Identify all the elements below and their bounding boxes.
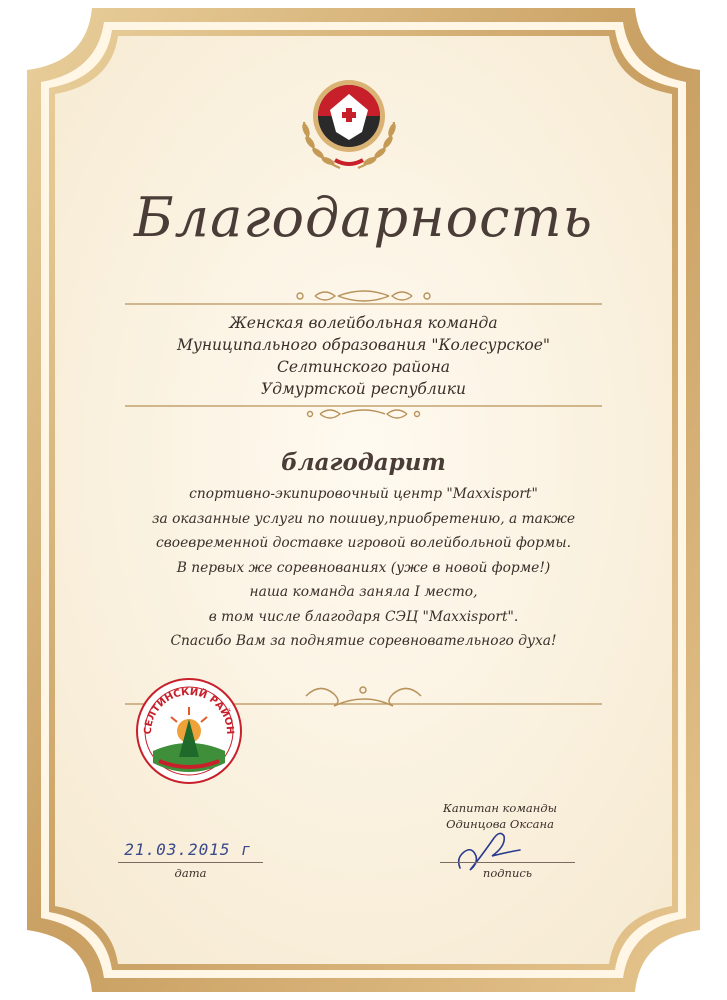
body-line: в том числе благодаря СЭЦ "Maxxisport". <box>208 608 519 625</box>
body-line: наша команда заняла I место, <box>249 584 478 600</box>
date-value: 21.03.2015 г <box>124 840 252 859</box>
date-label: дата <box>174 866 207 880</box>
recipient-line: Муниципального образования "Колесурское" <box>176 336 551 354</box>
selty-district-stamp-icon <box>135 677 243 785</box>
udmurt-emblem-icon <box>290 60 408 178</box>
date-underline <box>118 862 263 863</box>
recipient-block <box>140 312 587 400</box>
signer-role: Капитан команды <box>443 801 557 815</box>
body-line: В первых же соревнованиях (уже в новой форме!) <box>176 559 551 576</box>
recipient-line: Женская волейбольная команда <box>229 314 498 332</box>
signature-label: подпись <box>482 866 533 880</box>
signer-name: Одинцова Оксана <box>446 817 554 831</box>
stamp-text: СЕЛТИНСКИЙ РАЙОН <box>142 686 236 735</box>
recipient-line: Селтинского района <box>276 358 451 376</box>
body-line: Спасибо Вам за поднятие соревновательного духа! <box>170 633 557 649</box>
body-line: спортивно-экипировочный центр "Maxxisport" <box>189 486 538 502</box>
title-ornament <box>120 286 607 310</box>
body-text <box>130 482 597 654</box>
body-line: за оказанные услуги по пошиву,приобретению, а также <box>151 510 575 527</box>
body-line: своевременной доставке игровой волейбольной формы. <box>156 535 571 551</box>
signature-underline <box>440 862 575 863</box>
recipient-ornament <box>120 400 607 422</box>
thanks-word: благодарит <box>281 449 446 476</box>
recipient-line: Удмуртской республики <box>261 380 466 398</box>
certificate-title: Благодарность <box>134 186 593 249</box>
